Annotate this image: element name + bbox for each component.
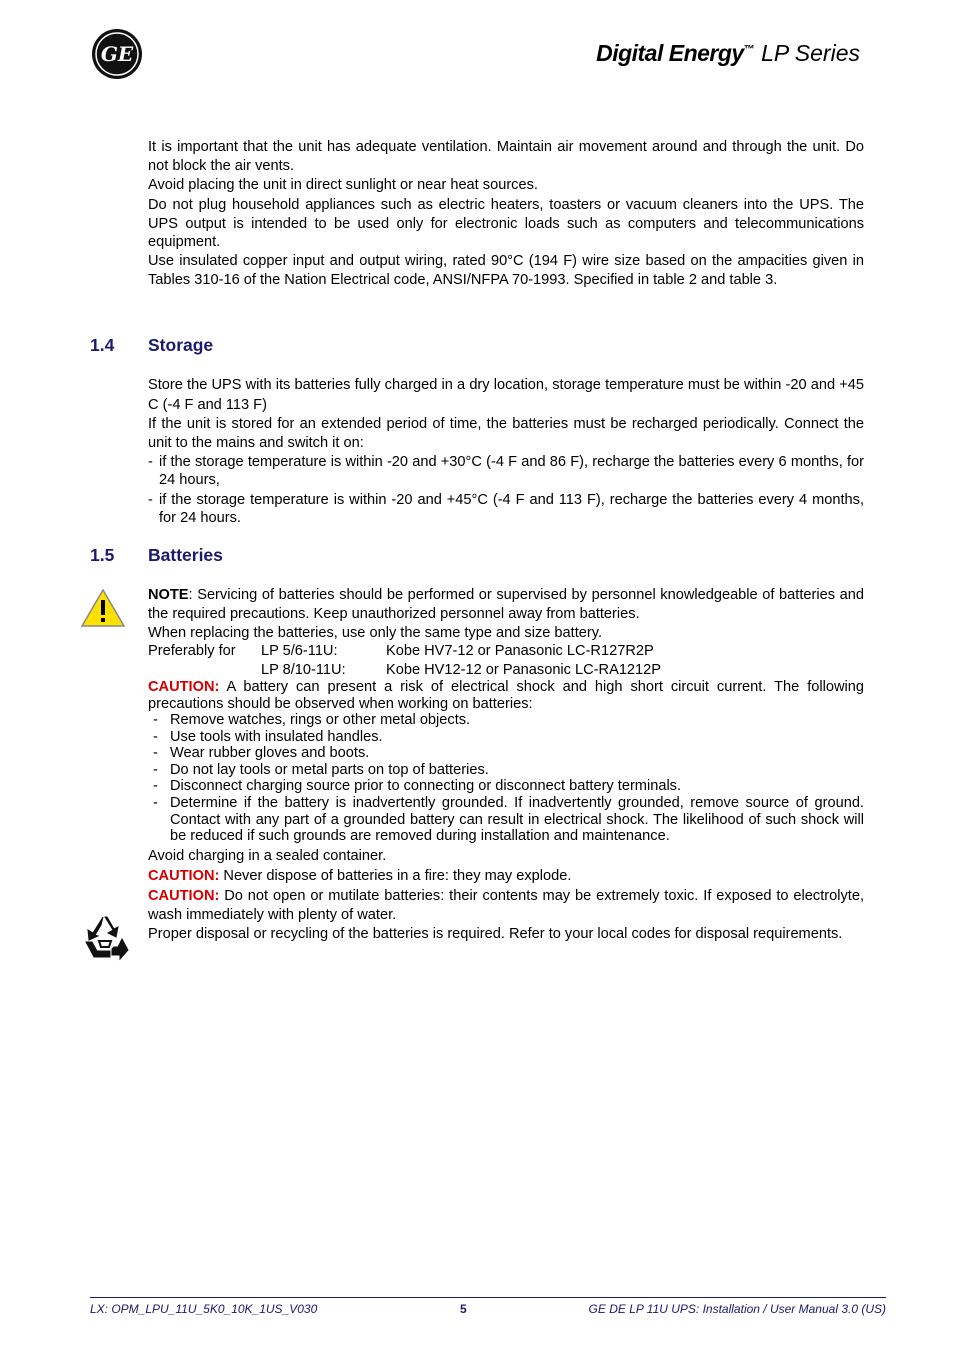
replace-paragraph: When replacing the batteries, use only the same type and size battery. [148,625,603,641]
recycle-icon [80,914,130,962]
precaution-item: - Remove watches, rings or other metal objects. [153,712,471,728]
storage-list-item: - if the storage temperature is within -20 and +30°C (-4 F and 86 F), recharge the batteries every 6 months, for 24 hours, [148,454,864,488]
caution-label: CAUTION: [148,679,220,695]
section-number-storage: 1.4 [90,335,115,355]
precaution-item: - Determine if the battery is inadvertently grounded. If inadvertently grounded, remove source of ground. Contact with any part of a grounded battery can result in electrical shock. The likelihood of such shock will be reduced if such grounds are removed during installation and maintenance. [153,795,864,844]
precaution-item: - Wear rubber gloves and boots. [153,745,370,761]
battery-type: Kobe HV12-12 or Panasonic LC-RA1212P [386,662,662,678]
footer-document-id: LX: OPM_LPU_11U_5K0_10K_1US_V030 [90,1302,318,1316]
caution-paragraph-1 [148,679,864,712]
disposal-paragraph: Proper disposal or recycling of the batteries is required. Refer to your local codes for disposal requirements. [148,926,843,942]
caution-label: CAUTION: [148,868,220,884]
storage-paragraph-2: If the unit is stored for an extended period of time, the batteries must be recharged periodically. Connect the unit to the mains and switch it on: [148,416,864,451]
caution-paragraph-2 [148,867,864,886]
intro-paragraph-4: Use insulated copper input and output wiring, rated 90°C (194 F) wire size based on the ampacities given in Tables 310-16 of the Nation Electrical code, ANSI/NFPA 70-1993. Specified in table 2 and table 3. [148,253,864,288]
section-number-batteries: 1.5 [90,545,115,565]
precaution-item: - Do not lay tools or metal parts on top of batteries. [153,762,489,778]
intro-paragraph-2: Avoid placing the unit in direct sunlight or near heat sources. [148,177,538,193]
storage-paragraph-1: Store the UPS with its batteries fully charged in a dry location, storage temperature must be within -20 and +45 C (-4 F and 113 F) [148,377,864,413]
caution-label: CAUTION: [148,888,220,904]
section-title-storage: Storage [148,335,214,355]
warning-triangle-icon [80,588,126,628]
precaution-item: - Use tools with insulated handles. [153,729,383,745]
caution-text: Never dispose of batteries in a fire: they may explode. [219,868,572,884]
storage-list-item: - if the storage temperature is within -20 and +45°C (-4 F and 113 F), recharge the batteries every 4 months, for 24 hours. [148,492,864,526]
page-number: 5 [460,1302,467,1316]
svg-text:GE: GE [100,42,134,66]
note-label: NOTE [148,587,189,603]
caution-text: Do not open or mutilate batteries: their contents may be extremely toxic. If exposed to electrolyte, wash immediately with plenty of water. [148,888,864,923]
battery-model: LP 8/10-11U: [261,662,346,678]
section-title-batteries: Batteries [148,545,223,565]
caution-text: A battery can present a risk of electrical shock and high short circuit current. The following precautions should be observed when working on batteries: [148,679,864,712]
battery-model: LP 5/6-11U: [261,643,338,659]
footer-rule [90,1297,886,1298]
note-paragraph [148,586,864,623]
series-name: LP Series [754,40,860,66]
battery-type: Kobe HV7-12 or Panasonic LC-R127R2P [386,643,654,659]
brand-name: Digital Energy [596,40,744,66]
trademark: ™ [743,43,755,56]
ge-logo-icon [90,27,144,81]
note-text: : Servicing of batteries should be performed or supervised by personnel knowledgeable of batteries and the required precautions. Keep unauthorized personnel away from batteries. [148,587,864,622]
intro-paragraph-3: Do not plug household appliances such as electric heaters, toasters or vacuum cleaners into the UPS. The UPS output is intended to be used only for electronic loads such as computers and telecommunications equipment. [148,197,864,250]
caution-paragraph-3 [148,887,864,924]
avoid-paragraph: Avoid charging in a sealed container. [148,848,387,864]
preferably-label: Preferably for [148,643,236,659]
intro-paragraph-1: It is important that the unit has adequate ventilation. Maintain air movement around and through the unit. Do not block the air vents. [148,139,864,174]
header-title [596,40,860,67]
precaution-item: - Disconnect charging source prior to connecting or disconnect battery terminals. [153,778,682,794]
footer-manual-title: GE DE LP 11U UPS: Installation / User Manual 3.0 (US) [588,1302,886,1316]
